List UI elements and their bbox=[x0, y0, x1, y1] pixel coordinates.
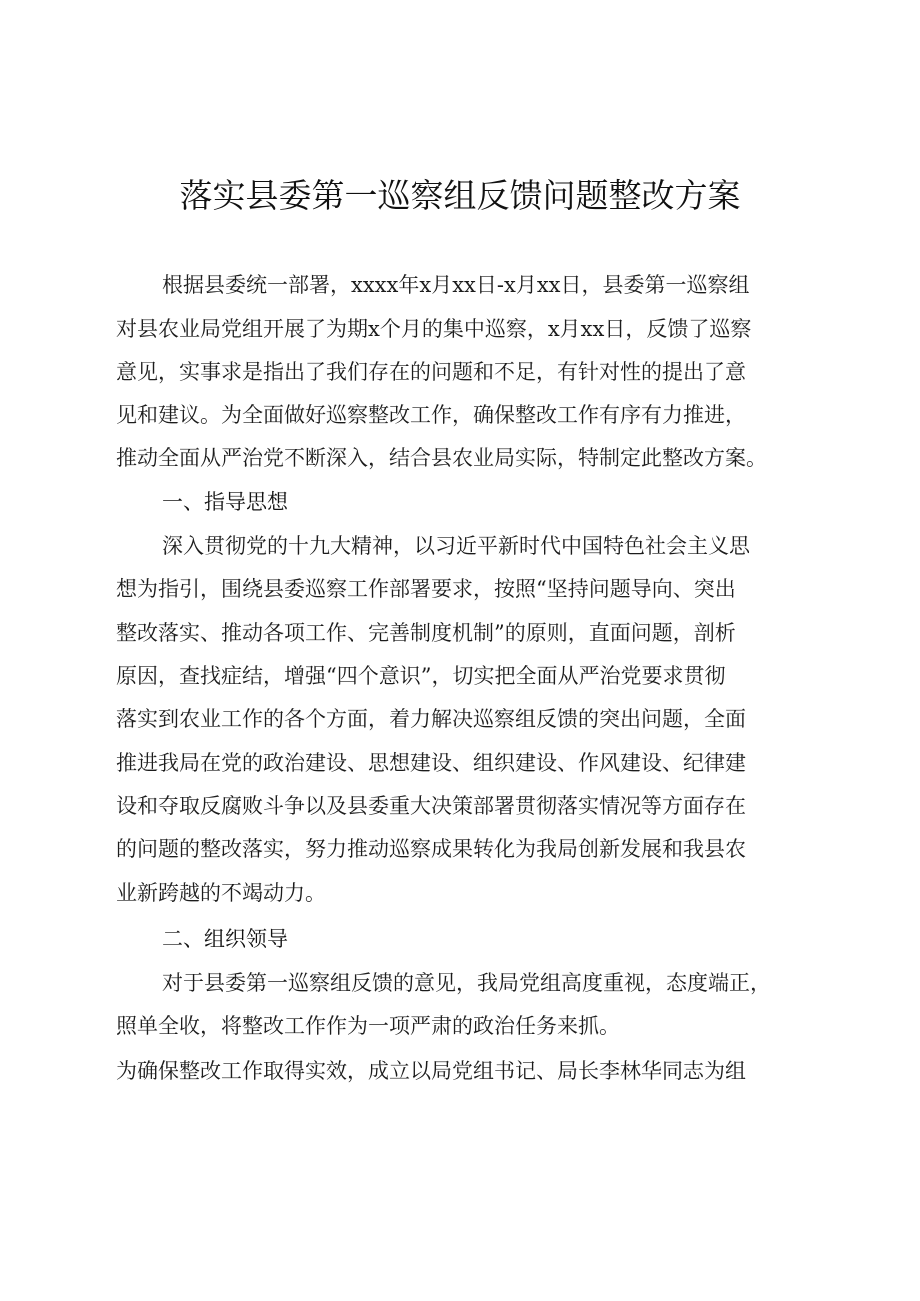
paragraph-line: 对县农业局党组开展了为期x个月的集中巡察，x月xx日，反馈了巡察 bbox=[116, 317, 752, 341]
paragraph-line: 见和建议。为全面做好巡察整改工作，确保整改工作有序有力推进， bbox=[116, 403, 746, 427]
paragraph-line: 业新跨越的不竭动力。 bbox=[116, 881, 326, 905]
paragraph-line: 落实到农业工作的各个方面，着力解决巡察组反馈的突出问题，全面 bbox=[116, 707, 746, 731]
paragraph-line: 深入贯彻党的十九大精神，以习近平新时代中国特色社会主义思 bbox=[162, 534, 750, 558]
paragraph-line: 根据县委统一部署，xxxx年x月xx日-x月xx日，县委第一巡察组 bbox=[162, 273, 750, 297]
section-heading-organization-leadership: 二、组织领导 bbox=[162, 927, 288, 951]
document-title: 落实县委第一巡察组反馈问题整改方案 bbox=[179, 176, 741, 215]
paragraph-line: 设和夺取反腐败斗争以及县委重大决策部署贯彻落实情况等方面存在 bbox=[116, 794, 746, 818]
paragraph-line: 推动全面从严治党不断深入，结合县农业局实际，特制定此整改方案。 bbox=[116, 446, 767, 470]
paragraph-line: 为确保整改工作取得实效，成立以局党组书记、局长李林华同志为组 bbox=[116, 1059, 746, 1083]
paragraph-line: 原因，查找症结，增强“四个意识”，切实把全面从严治党要求贯彻 bbox=[116, 664, 726, 688]
paragraph-line: 对于县委第一巡察组反馈的意见，我局党组高度重视，态度端正， bbox=[162, 971, 771, 995]
paragraph-line: 想为指引，围绕县委巡察工作部署要求，按照“坚持问题导向、突出 bbox=[116, 577, 736, 601]
paragraph-line: 的问题的整改落实，努力推动巡察成果转化为我局创新发展和我县农 bbox=[116, 837, 746, 861]
section-heading-guiding-ideology: 一、指导思想 bbox=[162, 490, 288, 514]
paragraph-line: 推进我局在党的政治建设、思想建设、组织建设、作风建设、纪律建 bbox=[116, 751, 746, 775]
paragraph-line: 整改落实、推动各项工作、完善制度机制”的原则，直面问题，剖析 bbox=[116, 621, 736, 645]
paragraph-line: 照单全收，将整改工作作为一项严肃的政治任务来抓。 bbox=[116, 1014, 620, 1038]
paragraph-line: 意见，实事求是指出了我们存在的问题和不足，有针对性的提出了意 bbox=[116, 360, 746, 384]
